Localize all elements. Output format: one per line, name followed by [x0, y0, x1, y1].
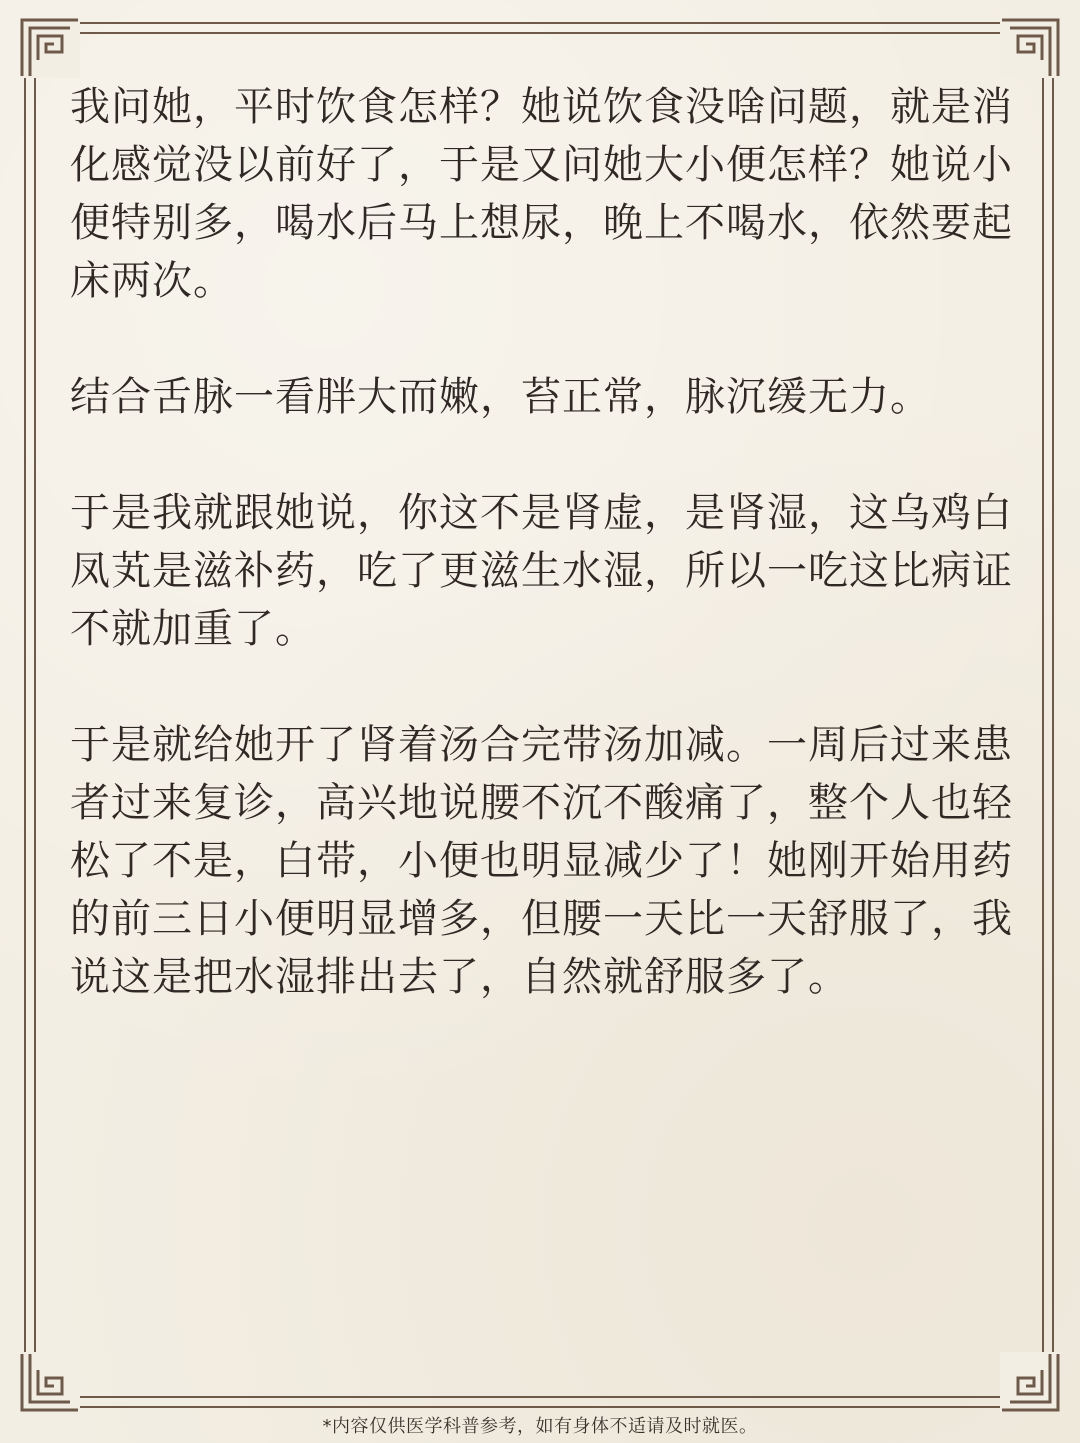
corner-ornament-icon: [18, 1350, 82, 1414]
corner-ornament-icon: [18, 16, 82, 80]
disclaimer-footnote: *内容仅供医学科普参考，如有身体不适请及时就医。: [322, 1416, 758, 1437]
paragraph: 于是我就跟她说，你这不是肾虚，是肾湿，这乌鸡白凤芄是滋补药，吃了更滋生水湿，所以一吃这比病证不就加重了。: [70, 490, 1013, 652]
corner-ornament-icon: [998, 16, 1062, 80]
article-body: [70, 78, 1015, 1006]
paragraph: 我问她，平时饮食怎样？她说饮食没啥问题，就是消化感觉没以前好了，于是又问她大小便怎样？她说小便特别多，喝水后马上想尿，晚上不喝水，依然要起床两次。: [70, 84, 1013, 304]
paragraph: 结合舌脉一看胖大而嫩，苔正常，脉沉缓无力。: [70, 374, 931, 420]
paragraph: 于是就给她开了肾着汤合完带汤加减。一周后过来患者过来复诊，高兴地说腰不沉不酸痛了，整个人也轻松了不是，白带，小便也明显减少了！她刚开始用药的前三日小便明显增多，但腰一天比一天舒服了，我说这是把水湿排出去了，自然就舒服多了。: [70, 722, 1013, 1000]
corner-ornament-icon: [998, 1350, 1062, 1414]
